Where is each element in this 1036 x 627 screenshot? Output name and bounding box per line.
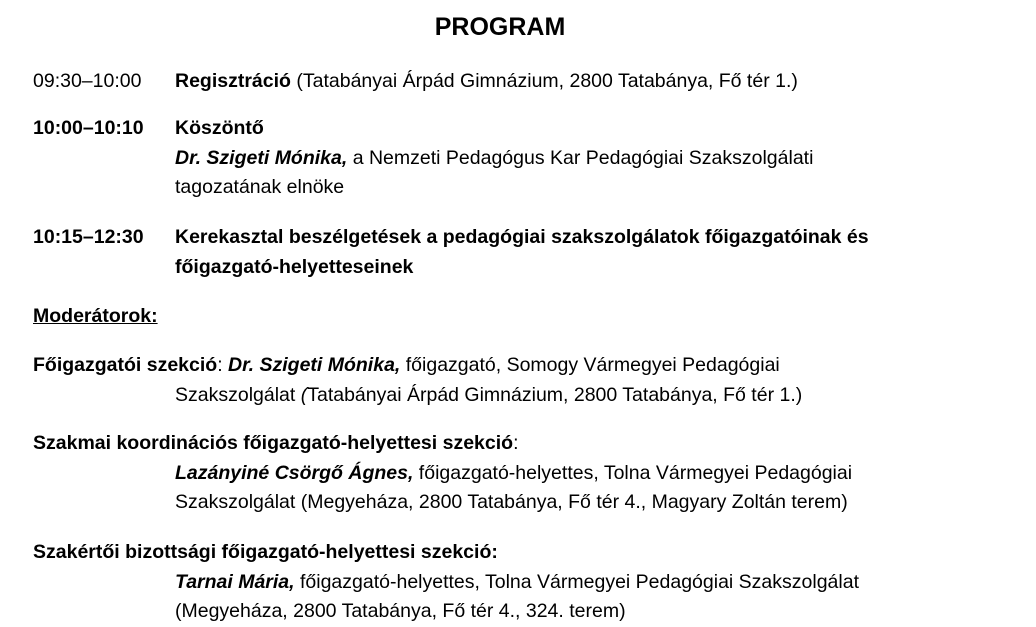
moderator-role-line1: főigazgató-helyettes, Tolna Vármegyei Pedagógiai bbox=[413, 461, 853, 484]
moderator-role-line1: főigazgató-helyettes, Tolna Vármegyei Pedagógiai Szakszolgálat bbox=[294, 570, 859, 593]
section-colon: : bbox=[513, 432, 519, 454]
schedule-item-registration bbox=[33, 67, 1023, 97]
speaker-role-line1: a Nemzeti Pedagógus Kar Pedagógiai Szakszolgálati bbox=[347, 146, 814, 169]
speaker-role-line2: tagozatának elnöke bbox=[175, 176, 345, 198]
section-expert-committee bbox=[33, 538, 1023, 627]
schedule-time: 10:15–12:30 bbox=[33, 226, 144, 248]
section-director bbox=[33, 351, 1023, 410]
schedule-time: 10:00–10:10 bbox=[33, 117, 144, 139]
moderator-name: Tarnai Mária, bbox=[175, 570, 295, 593]
speaker-name: Dr. Szigeti Mónika, bbox=[175, 146, 348, 169]
schedule-time: 09:30–10:00 bbox=[33, 70, 142, 92]
moderator-name: Dr. Szigeti Mónika, bbox=[228, 354, 401, 376]
schedule-item-roundtable bbox=[33, 223, 1023, 282]
moderator-name: Lazányiné Csörgő Ágnes, bbox=[175, 461, 414, 484]
schedule-detail: (Tatabányai Árpád Gimnázium, 2800 Tatabánya, Fő tér 1.) bbox=[290, 70, 798, 92]
schedule-heading: Köszöntő bbox=[175, 117, 264, 139]
moderator-role-line1: főigazgató, Somogy Vármegyei Pedagógiai bbox=[400, 354, 780, 376]
schedule-item-welcome bbox=[33, 114, 1023, 203]
moderator-role-line2: Tatabányai Árpád Gimnázium, 2800 Tatabánya, Fő tér 1.) bbox=[307, 383, 803, 406]
moderator-role-line2-paren: ( bbox=[300, 383, 308, 406]
section-name: Szakértői bizottsági főigazgató-helyettesi szekció: bbox=[33, 541, 498, 563]
moderators-heading bbox=[33, 302, 1023, 332]
section-coordination bbox=[33, 429, 1023, 518]
section-colon: : bbox=[217, 354, 229, 376]
moderator-role-line2: Szakszolgálat (Megyeháza, 2800 Tatabánya, Fő tér 4., Magyary Zoltán terem) bbox=[175, 491, 848, 513]
schedule-heading: Regisztráció bbox=[175, 70, 291, 92]
section-name: Főigazgatói szekció bbox=[33, 354, 218, 376]
moderators-label: Moderátorok: bbox=[33, 305, 158, 327]
moderator-role-line2: (Megyeháza, 2800 Tatabánya, Fő tér 4., 324. terem) bbox=[175, 600, 626, 622]
section-name: Szakmai koordinációs főigazgató-helyettesi szekció bbox=[33, 432, 514, 454]
schedule-heading-line1: Kerekasztal beszélgetések a pedagógiai szakszolgálatok főigazgatóinak és bbox=[175, 226, 869, 248]
schedule-heading-line2: főigazgató-helyetteseinek bbox=[175, 255, 414, 278]
page-title: PROGRAM bbox=[434, 13, 566, 41]
moderator-role-line2-prefix: Szakszolgálat bbox=[175, 383, 301, 406]
